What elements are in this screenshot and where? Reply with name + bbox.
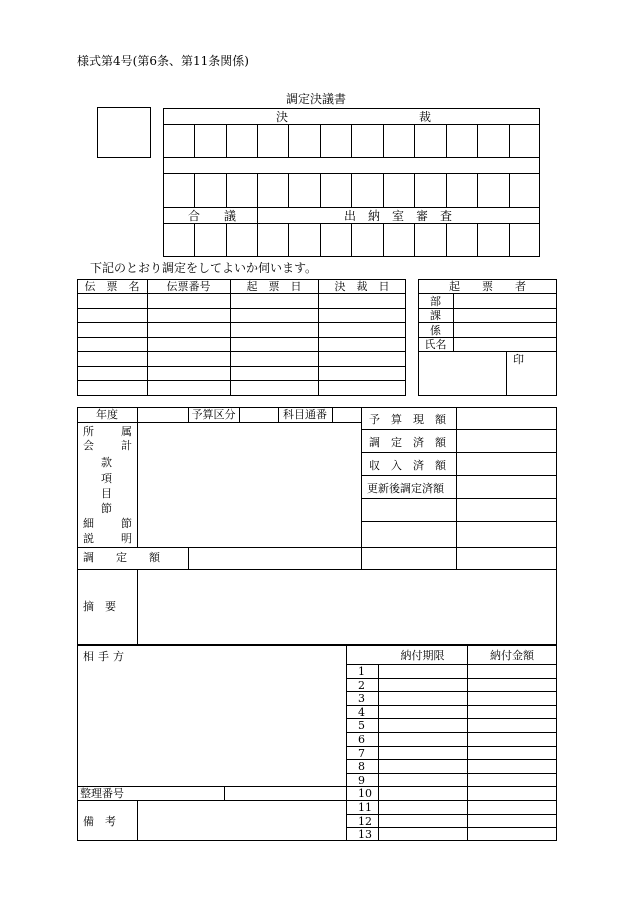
voucher-header-name: 伝 票 名 (84, 280, 140, 293)
biko-label: 備 考 (83, 815, 116, 828)
drafter-seal: 印 (513, 353, 524, 366)
nofu-row-number: 11 (358, 801, 372, 814)
drafter-label-name: 氏名 (424, 338, 447, 351)
kessai-right-label: 裁 (419, 110, 432, 124)
voucher-header-number: 伝票番号 (166, 280, 211, 293)
kan-label: 款 (101, 456, 112, 469)
nofu-row-number: 5 (358, 719, 365, 732)
drafter-title: 起 票 者 (449, 280, 526, 293)
nofu-row-number: 1 (358, 665, 365, 678)
intro-text: 下記のとおり調定をしてよいか伺います。 (90, 261, 318, 275)
nofu-row-number: 2 (358, 679, 365, 692)
koshingo-label: 更新後調定済額 (367, 482, 444, 495)
moku-label: 目 (101, 487, 112, 500)
page-title: 調定決議書 (286, 92, 347, 106)
nofu-row-number: 12 (358, 815, 372, 828)
gougi-label: 合 議 (188, 209, 237, 223)
kaikei-label: 会 計 (83, 439, 140, 452)
tekiyo-label: 摘 要 (83, 600, 116, 613)
yosan-genkaku-label: 予 算 現 額 (369, 413, 446, 426)
bottom-table (77, 645, 557, 841)
nofu-row-number: 7 (358, 747, 365, 760)
setsumei-label: 説 明 (83, 532, 140, 545)
chotei-gaku-label: 調 定 額 (83, 551, 160, 564)
nofu-row-number: 6 (358, 733, 365, 746)
drafter-label-bu: 部 (430, 295, 441, 308)
yosan-kubun-label: 予算区分 (191, 408, 236, 421)
chotei-sumi-label: 調 定 済 額 (369, 436, 446, 449)
suitou-label: 出 納 室 審 査 (344, 209, 453, 223)
kamoku-label: 科目通番 (283, 408, 327, 421)
form-number: 様式第4号(第6条、第11条関係) (77, 54, 249, 68)
seiri-label: 整理番号 (80, 787, 124, 800)
nofu-row-number: 8 (358, 760, 365, 773)
nofu-row-number: 13 (358, 828, 372, 841)
aite-label: 相手方 (83, 650, 128, 663)
nofu-kingaku-header: 納付金額 (490, 649, 534, 662)
nofu-row-number: 4 (358, 706, 365, 719)
saisetsu-label: 細 節 (83, 517, 140, 530)
nendo-label: 年度 (96, 408, 118, 421)
shozoku-label: 所 属 (83, 425, 140, 438)
kessai-left-label: 決 (276, 110, 289, 124)
voucher-header-approval-date: 決 裁 日 (334, 280, 390, 293)
budget-table (77, 407, 557, 645)
nofu-row-number: 9 (358, 774, 365, 787)
drafter-label-ka: 課 (430, 309, 441, 322)
seal-box (97, 107, 151, 158)
setsu-label: 節 (101, 502, 112, 515)
shunyu-sumi-label: 収 入 済 額 (369, 459, 446, 472)
voucher-header-draft-date: 起 票 日 (246, 280, 302, 293)
nofu-kigen-header: 納付期限 (400, 649, 445, 662)
kou-label: 項 (101, 472, 112, 485)
nofu-row-number: 10 (358, 787, 372, 800)
nofu-row-number: 3 (358, 692, 365, 705)
drafter-label-kakari: 係 (430, 324, 441, 337)
